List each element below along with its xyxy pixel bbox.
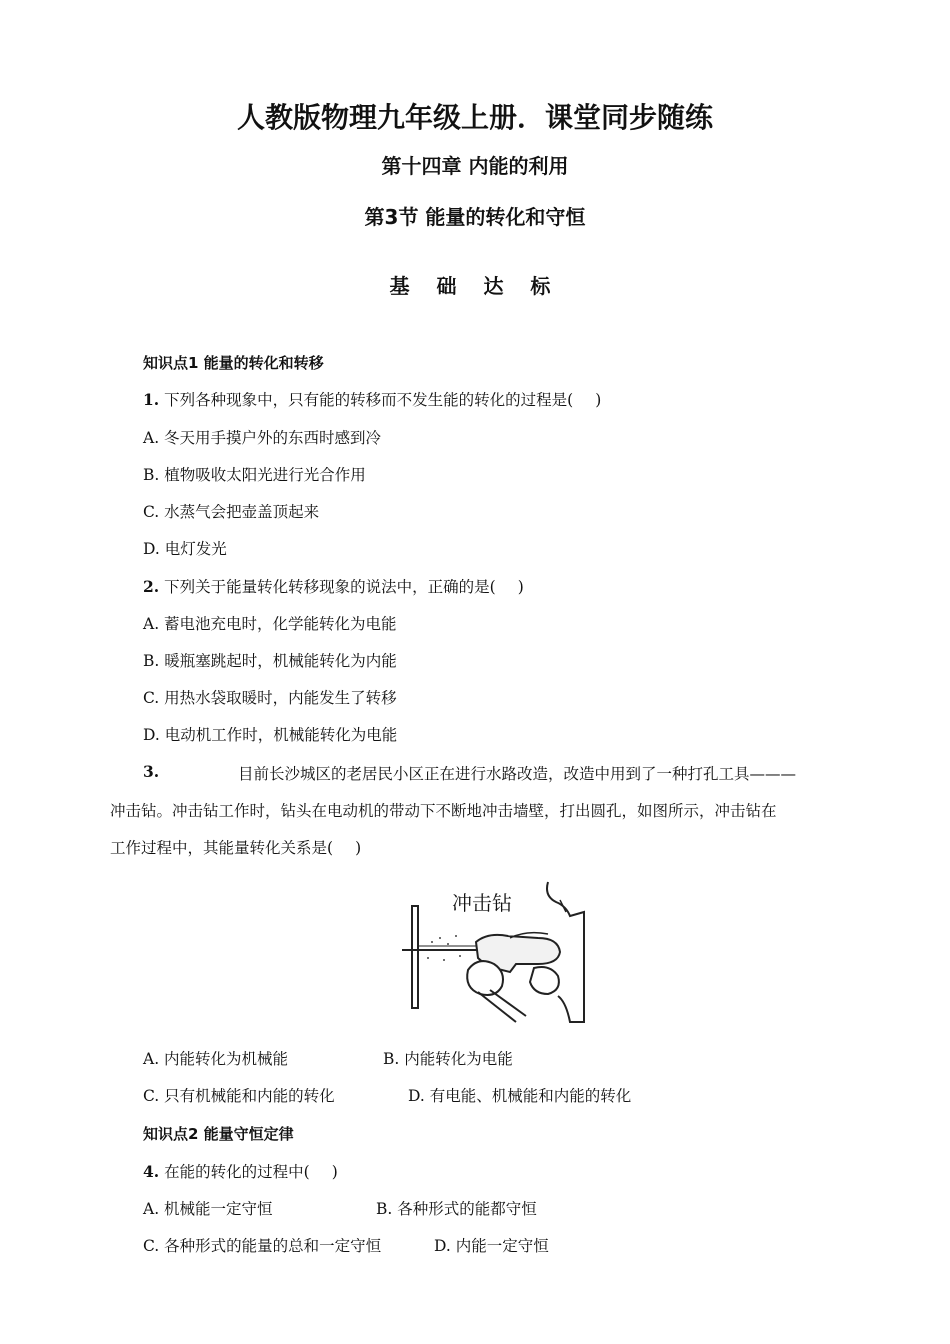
- knowledge-point-heading: 知识点2 能量守恒定律: [143, 1125, 294, 1143]
- question-text: 下列关于能量转化转移现象的说法中，正确的是(: [164, 578, 496, 596]
- part-heading: 基 础 达 标: [389, 274, 561, 298]
- question-number: 1.: [143, 390, 160, 409]
- question-2-stem: [143, 575, 524, 597]
- figure-label: 冲击钻: [452, 891, 512, 915]
- question-4-option-a: A. 机械能一定守恒: [143, 1200, 273, 1218]
- question-text: 下列各种现象中，只有能的转移而不发生能的转化的过程是(: [164, 391, 574, 409]
- question-text: 工作过程中，其能量转化关系是(: [110, 839, 334, 857]
- question-text: 在能的转化的过程中(: [164, 1163, 310, 1181]
- question-3-stem-line-1: 目前长沙城区的老居民小区正在进行水路改造，改造中用到了一种打孔工具———: [238, 765, 797, 783]
- question-1-stem: [143, 388, 601, 410]
- question-3-number: [143, 762, 159, 781]
- question-3-option-d: D. 有电能、机械能和内能的转化: [408, 1087, 632, 1105]
- knowledge-point-heading: 知识点1 能量的转化和转移: [143, 354, 324, 372]
- answer-paren-close: ): [595, 391, 602, 409]
- question-4-option-b: B. 各种形式的能都守恒: [376, 1200, 537, 1218]
- question-1-option-d: D. 电灯发光: [143, 540, 227, 558]
- question-3-stem-line-3: [110, 836, 361, 858]
- question-2-option-d: D. 电动机工作时，机械能转化为电能: [143, 726, 398, 744]
- question-number: 4.: [143, 1162, 160, 1181]
- question-1-option-c: C. 水蒸气会把壶盖顶起来: [143, 503, 320, 521]
- impact-drill-figure: [398, 872, 598, 1032]
- answer-paren-close: ): [355, 839, 362, 857]
- question-3-option-a: A. 内能转化为机械能: [143, 1050, 289, 1068]
- question-4-option-c: C. 各种形式的能量的总和一定守恒: [143, 1237, 382, 1255]
- section-heading: 第3节 能量的转化和守恒: [364, 205, 586, 229]
- question-number: 3.: [143, 762, 160, 781]
- impact-drill-illustration: [398, 872, 598, 1032]
- question-number: 2.: [143, 577, 160, 596]
- question-2-option-a: A. 蓄电池充电时，化学能转化为电能: [143, 615, 397, 633]
- answer-paren-close: ): [517, 578, 524, 596]
- question-4-option-d: D. 内能一定守恒: [434, 1237, 549, 1255]
- question-2-option-b: B. 暖瓶塞跳起时，机械能转化为内能: [143, 652, 397, 670]
- question-4-stem: [143, 1160, 338, 1182]
- question-3-option-b: B. 内能转化为电能: [383, 1050, 513, 1068]
- answer-paren-close: ): [331, 1163, 338, 1181]
- document-title: 人教版物理九年级上册．课堂同步随练: [236, 101, 713, 134]
- question-3-stem-line-2: 冲击钻。冲击钻工作时，钻头在电动机的带动下不断地冲击墙壁，打出圆孔，如图所示，冲击钻在: [110, 802, 777, 820]
- chapter-heading: 第十四章 内能的利用: [381, 154, 569, 178]
- question-1-option-b: B. 植物吸收太阳光进行光合作用: [143, 466, 366, 484]
- question-2-option-c: C. 用热水袋取暖时，内能发生了转移: [143, 689, 397, 707]
- question-1-option-a: A. 冬天用手摸户外的东西时感到冷: [143, 429, 382, 447]
- question-3-option-c: C. 只有机械能和内能的转化: [143, 1087, 335, 1105]
